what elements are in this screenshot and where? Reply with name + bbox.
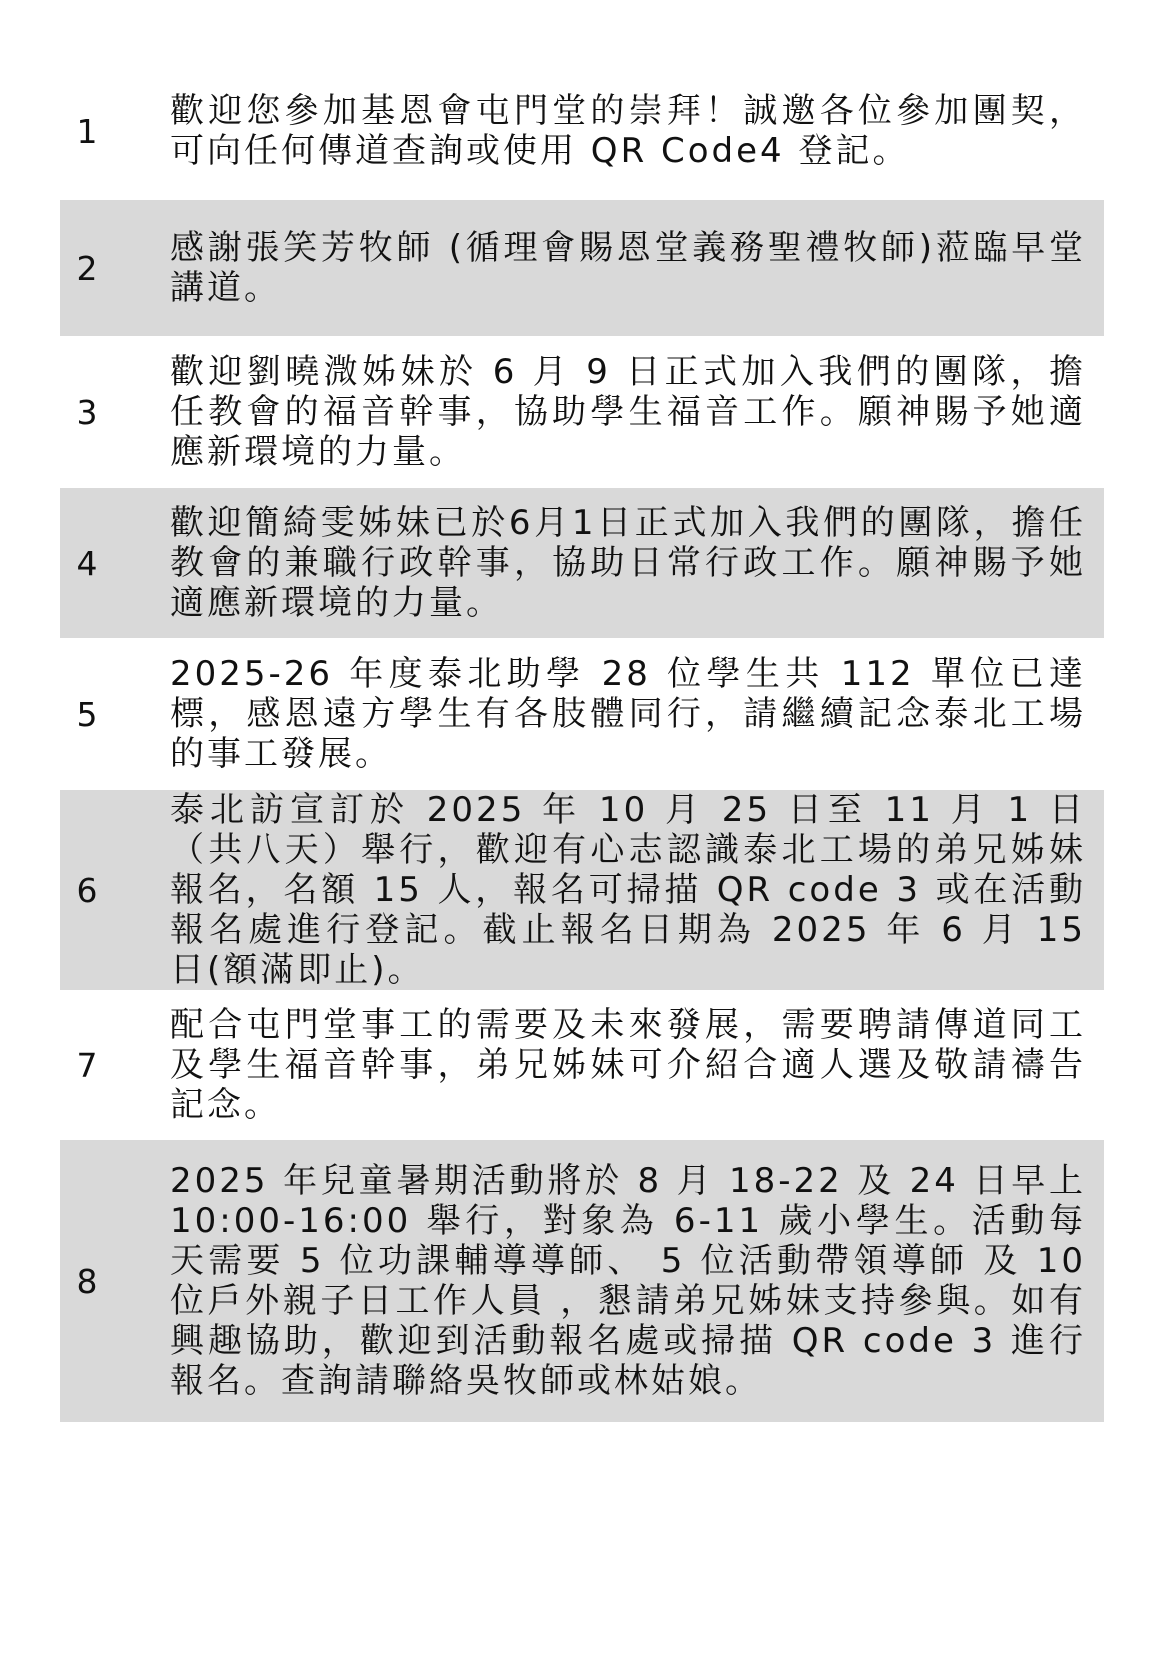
announcement-text: 泰北訪宣訂於 2025 年 10 月 25 日至 11 月 1 日（共八天）舉行，歡迎有心志認識泰北工場的弟兄姊妹報名，名額 15 人，報名可掃描 QR code 3 或在活動報名處進行登記。截止報名日期為 2025 年 6 月 15 日(額滿即止)。 [170, 790, 1086, 990]
announcement-row-3 [60, 336, 1104, 488]
announcement-text: 歡迎劉曉溦姊妹於 6 月 9 日正式加入我們的團隊，擔任教會的福音幹事，協助學生福音工作。願神賜予她適應新環境的力量。 [170, 352, 1086, 472]
announcement-number: 5 [76, 694, 98, 734]
announcement-row-1 [60, 62, 1104, 200]
announcement-text: 2025 年兒童暑期活動將於 8 月 18-22 及 24 日早上 10:00-16:00 舉行，對象為 6-11 歲小學生。活動每天需要 5 位功課輔導導師、 5 位活動帶領導師 及 10 位戶外親子日工作人員 ，懇請弟兄姊妹支持參與。如有興趣協助，歡迎到活動報名處或掃描 QR code 3 進行報名。查詢請聯絡吳牧師或林姑娘。 [170, 1161, 1086, 1401]
announcement-row-8 [60, 1140, 1104, 1422]
announcement-row-6 [60, 790, 1104, 990]
announcement-row-2 [60, 200, 1104, 336]
announcement-row-7 [60, 990, 1104, 1140]
announcement-number: 7 [76, 1045, 98, 1085]
announcement-list [60, 62, 1104, 1422]
announcement-number: 3 [76, 392, 98, 432]
announcement-text: 感謝張笑芳牧師 (循理會賜恩堂義務聖禮牧師)蒞臨早堂講道。 [170, 228, 1086, 308]
announcement-number: 6 [76, 870, 98, 910]
announcement-text: 2025-26 年度泰北助學 28 位學生共 112 單位已達標，感恩遠方學生有各肢體同行，請繼續記念泰北工場的事工發展。 [170, 654, 1086, 774]
announcement-text: 歡迎簡綺雯姊妹已於6月1日正式加入我們的團隊，擔任教會的兼職行政幹事，協助日常行政工作。願神賜予她適應新環境的力量。 [170, 503, 1086, 623]
announcement-number: 2 [76, 248, 98, 288]
announcement-text: 歡迎您參加基恩會屯門堂的崇拜！誠邀各位參加團契，可向任何傳道查詢或使用 QR Code4 登記。 [170, 91, 1086, 171]
announcement-number: 8 [76, 1261, 98, 1301]
announcement-text: 配合屯門堂事工的需要及未來發展，需要聘請傳道同工及學生福音幹事，弟兄姊妹可介紹合適人選及敬請禱告記念。 [170, 1005, 1086, 1125]
announcement-row-5 [60, 638, 1104, 790]
announcement-number: 4 [76, 543, 98, 583]
announcement-number: 1 [76, 111, 98, 151]
announcement-row-4 [60, 488, 1104, 638]
